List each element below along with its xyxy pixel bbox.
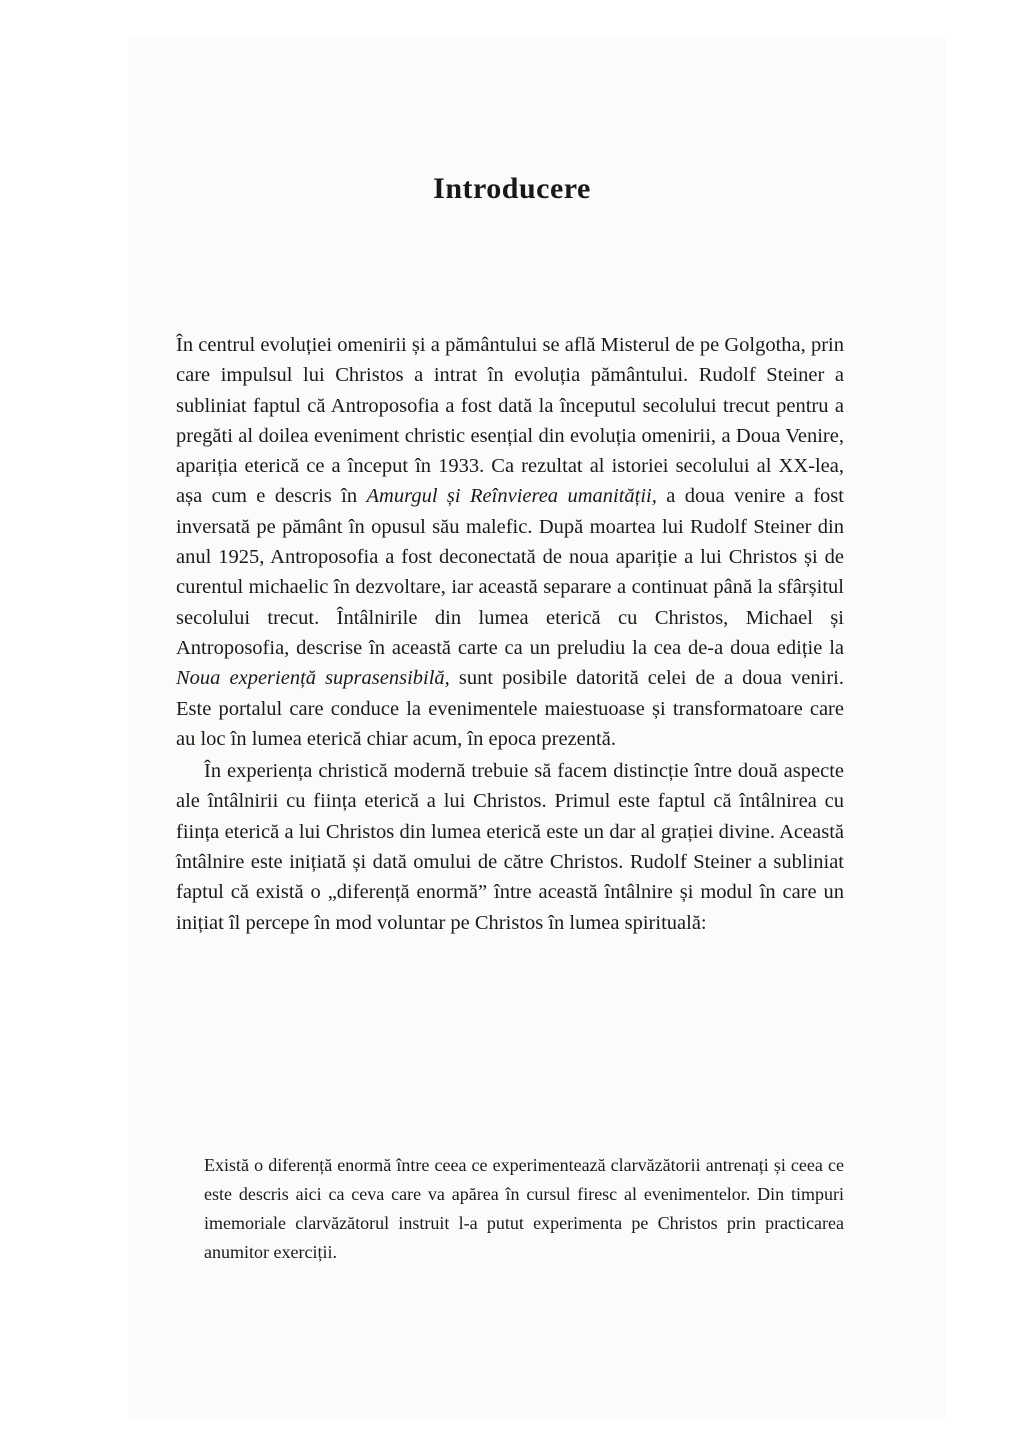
paragraph-1-part-3: sunt posibile datorită celei de a doua veniri. Este portalul care conduce la evenimentele maiestuoase și transformatoare care au loc în lumea eterică chiar acum, în epoca prezentă. xyxy=(176,667,844,750)
chapter-title: Introducere xyxy=(433,172,591,205)
block-quote-text: Există o diferență enormă între ceea ce experimentează clarvăzătorii antrenați și ceea ce este descris aici ca ceva care va apărea în cursul firesc al evenimentelor. Din timpuri imemoriale clarvăzătorul instruit l-a putut experimenta pe Christos prin practicarea anumitor exerciții. xyxy=(204,1155,844,1262)
paragraph-1-part-2: a doua venire a fost inversată pe pământ în opusul său malefic. După moartea lui Rudolf Steiner din anul 1925, Antroposofia a fost deconectată de noua apariție a lui Christos și de curentul michaelic în dezvoltare, iar această separare a continuat până la sfârșitul secolului trecut. Întâlnirile din lumea eterică cu Christos, Michael și Antroposofia, descrise în această carte ca un preludiu la cea de-a doua ediție la xyxy=(176,485,844,659)
chapter-body xyxy=(176,330,844,938)
block-quote xyxy=(204,1151,844,1267)
book-title-amurgul: Amurgul și Reînvierea umanității, xyxy=(366,485,657,508)
book-title-noua-experienta: Noua experiență suprasensibilă, xyxy=(176,667,450,690)
paragraph-1 xyxy=(176,330,844,754)
paragraph-2: În experiența christică modernă trebuie să facem distincție între două aspecte ale întâlnirii cu ființa eterică a lui Christos. Primul este faptul că întâlnirea cu ființa eterică a lui Christos din lumea eterică este un dar al grației divine. Această întâlnire este inițiată și dată omului de către Christos. Rudolf Steiner a subliniat faptul că există o „diferență enormă” între această întâlnire și modul în care un inițiat îl percepe în mod voluntar pe Christos în lumea spirituală: xyxy=(176,760,844,934)
paragraph-1-part-1: În centrul evoluției omenirii și a pământului se află Misterul de pe Golgotha, prin care impulsul lui Christos a intrat în evoluția pământului. Rudolf Steiner a subliniat faptul că Antroposofia a fost dată la începutul secolului trecut pentru a pregăti al doilea eveniment christic esențial din evoluția omenirii, a Doua Venire, apariția eterică ce a început în 1933. Ca rezultat al istoriei secolului al XX-lea, așa cum e descris în xyxy=(176,334,844,508)
